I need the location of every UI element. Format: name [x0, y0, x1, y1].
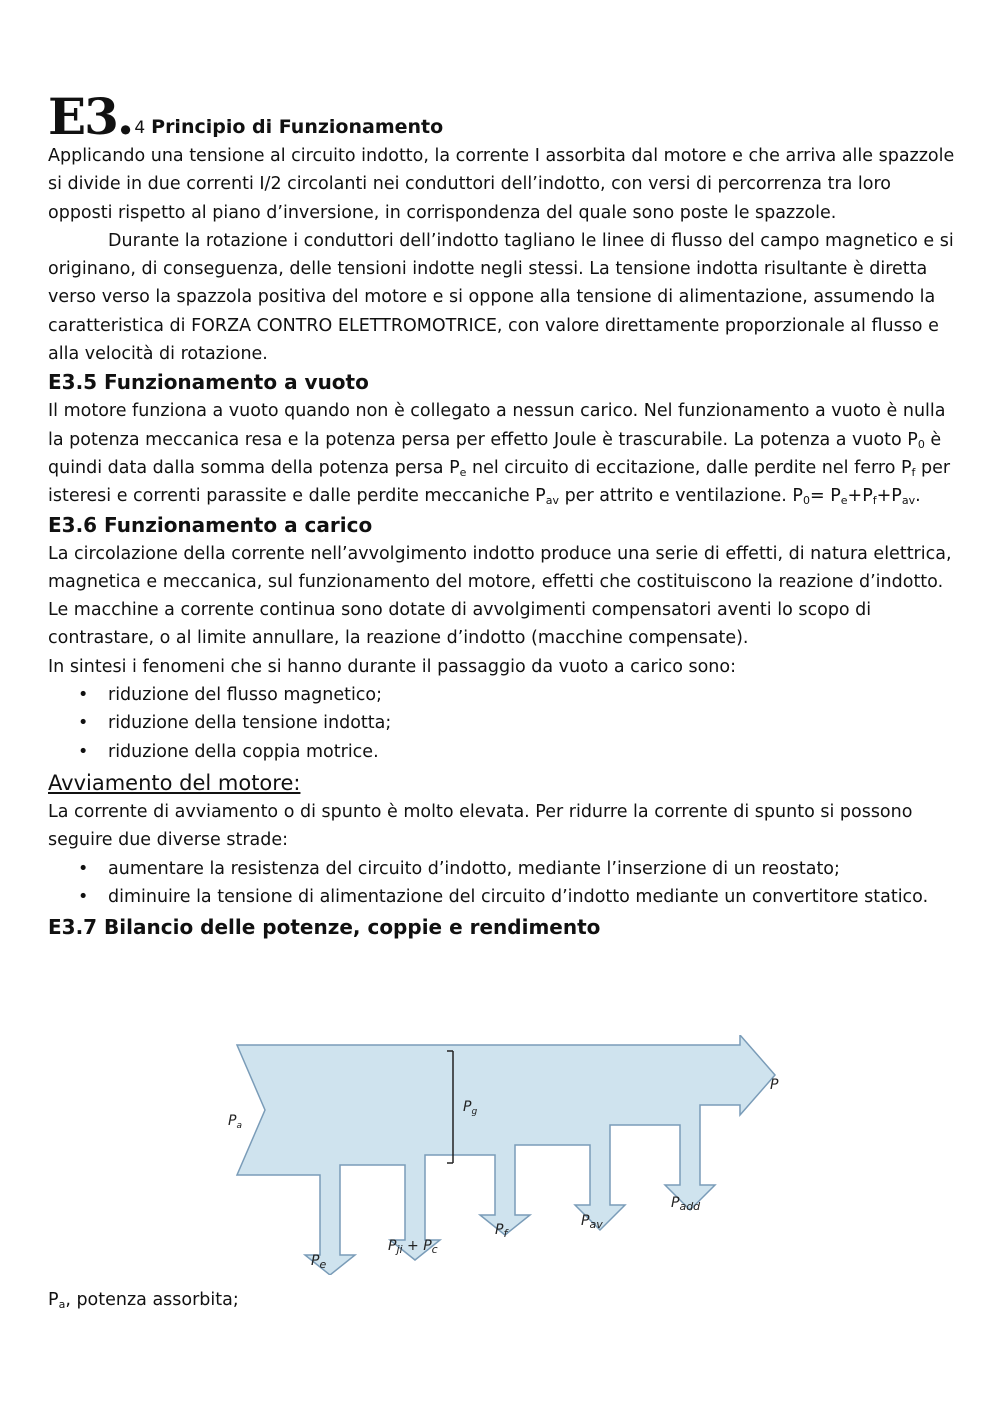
section-heading-e3-5: E3.5 Funzionamento a vuoto — [48, 370, 369, 395]
chapter-mark: E3. — [48, 87, 133, 146]
label-pg: $P_g$ — [463, 1099, 478, 1117]
label-p: P — [770, 1077, 779, 1093]
section-number: 4 — [134, 118, 146, 138]
diagram-labels — [225, 1035, 795, 1275]
section-heading-e3-7: E3.7 Bilancio delle potenze, coppie e rendimento — [48, 915, 601, 940]
label-pe: $P_e$ — [311, 1253, 327, 1271]
paragraph: Applicando una tensione al circuito indotto, la corrente I assorbita dal motore e che arriva alle spazzole si divide in due correnti I/2 circolanti nei conduttori dell’indotto, con versi di percorrenza tra loro opposti rispetto al piano d’inversione, in corrispondenza del quale sono poste le spazzole. — [48, 146, 955, 223]
section-heading-e3-4 — [48, 82, 958, 146]
subheading-avviamento: Avviamento del motore: — [48, 770, 301, 795]
list-item: • aumentare la resistenza del circuito d’indotto, mediante l’inserzione di un reostato; — [108, 855, 958, 883]
list-item: • diminuire la tensione di alimentazione del circuito d’indotto mediante un convertitore statico. — [108, 883, 958, 911]
paragraph-vuoto: Il motore funziona a vuoto quando non è collegato a nessun carico. Nel funzionamento a vuoto è nulla la potenza meccanica resa e la potenza persa per effetto Joule è trascurabile. La potenza a vuoto $P_0$ è quindi data dalla somma della potenza persa $P_e$ nel circuito di eccitazione, dalle perdite nel ferro $P_f$ per isteresi e correnti parassite e dalle perdite meccaniche $P_{av}$ per attrito e ventilazione. $P_0= P_e+P_f+P_{av}$. — [48, 401, 951, 508]
label-pa: $P_a$ — [228, 1113, 242, 1131]
bullet-list — [48, 855, 958, 912]
paragraph: La corrente di avviamento o di spunto è molto elevata. Per ridurre la corrente di spunto si possono seguire due diverse strade: — [48, 801, 913, 851]
paragraph: La circolazione della corrente nell’avvolgimento indotto produce una serie di effetti, di natura elettrica, magnetica e meccanica, sul funzionamento del motore, effetti che costituiscono la reazione d’indotto. Le macchine a corrente continua sono dotate di avvolgimenti compensatori aventi lo scopo di contrastare, o al limite annullare, la reazione d’indotto (macchine compensate). — [48, 543, 952, 649]
paragraph: Durante la rotazione i conduttori dell’indotto tagliano le linee di flusso del campo magnetico e si originano, di conseguenza, delle tensioni indotte negli stessi. La tensione indotta risultante è diretta verso verso la spazzola positiva del motore e si oppone alla tensione di alimentazione, assumendo la caratteristica di FORZA CONTRO ELETTROMOTRICE, con valore direttamente proporzionale al flusso e alla velocità di rotazione. — [48, 230, 954, 365]
section-title: Principio di Funzionamento — [151, 116, 444, 138]
list-item: • riduzione della coppia motrice. — [108, 738, 958, 766]
list-item: • riduzione della tensione indotta; — [108, 709, 958, 737]
footer-text: $P_a$, potenza assorbita; — [48, 1290, 239, 1311]
paragraph: In sintesi i fenomeni che si hanno durante il passaggio da vuoto a carico sono: — [48, 656, 736, 677]
label-pav: $P_{av}$ — [581, 1213, 603, 1231]
label-pf: $P_f$ — [495, 1222, 508, 1240]
label-padd: $P_{add}$ — [671, 1195, 701, 1213]
label-pjc: $P_{ji} + P_c$ — [388, 1238, 438, 1256]
section-heading-e3-6: E3.6 Funzionamento a carico — [48, 512, 373, 537]
page-content — [48, 82, 958, 942]
list-item: • riduzione del flusso magnetico; — [108, 681, 958, 709]
bullet-list — [48, 681, 958, 766]
